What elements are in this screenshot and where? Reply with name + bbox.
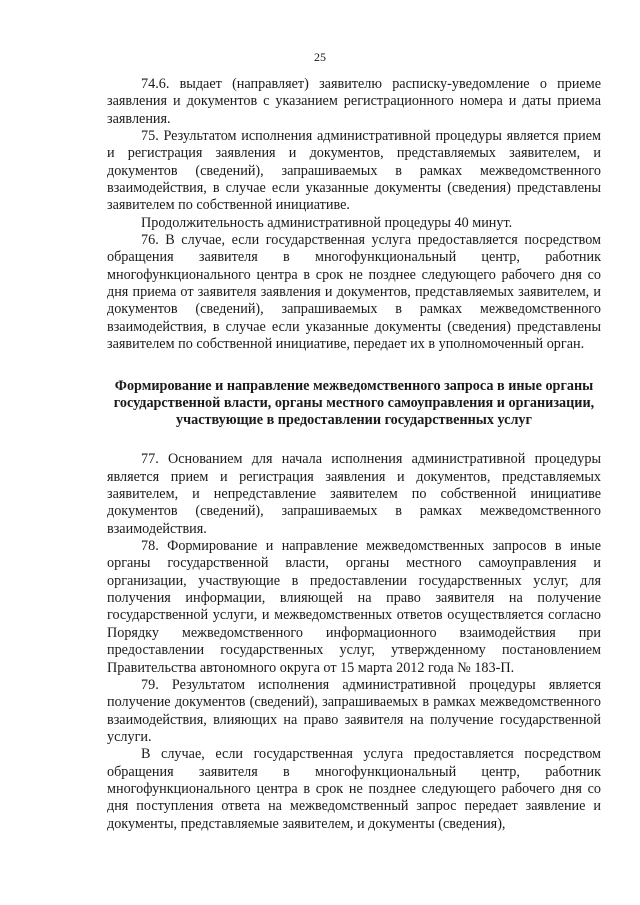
paragraph-mfc: В случае, если государственная услуга предоставляется посредством обращения заявителя в многофункциональный центр, работник многофункционального центра в срок не позднее следующего рабочего дня со дня поступления ответа на межведомственный запрос передает заявление и документы, представляемые заявителем, и документы (сведения),	[107, 746, 601, 832]
paragraph-duration: Продолжительность административной процедуры 40 минут.	[141, 214, 513, 231]
document-body	[107, 76, 601, 833]
paragraph-79: 79. Результатом исполнения административной процедуры является получение документов (сведений), запрашиваемых в рамках межведомственного взаимодействия, влияющих на право заявителя на получение государственной услуги.	[107, 676, 601, 745]
paragraph-75: 75. Результатом исполнения административной процедуры является прием и регистрация заявления и документов, представляемых заявителем, и документов (сведений), запрашиваемых в рамках межведомственного взаимодействия, в случае если указанные документы (сведения) представлены заявителем по собственной инициативе.	[107, 128, 601, 214]
paragraph-78: 78. Формирование и направление межведомственных запросов в иные органы государственной власти, органы местного самоуправления и организации, участвующие в предоставлении государственных услуг, для получения информации, влияющей на право заявителя на получение государственной услуги, и межведомственных ответов осуществляется согласно Порядку межведомственного информационного взаимодействия при предоставлении государственных услуг, утвержденному постановлением Правительства автономного округа от 15 марта 2012 года № 183-П.	[107, 538, 601, 676]
section-heading: Формирование и направление межведомственного запроса в иные органы государственной власти, органы местного самоуправления и организации, участвующие в предоставлении государственных услуг	[113, 377, 595, 429]
paragraph-74-6: 74.6. выдает (направляет) заявителю расписку-уведомление о приеме заявления и документов с указанием регистрационного номера и даты приема заявления.	[107, 76, 601, 127]
page-number: 25	[314, 50, 326, 64]
paragraph-76: 76. В случае, если государственная услуга предоставляется посредством обращения заявителя в многофункциональный центр, работник многофункционального центра в срок не позднее следующего рабочего дня со дня приема от заявителя заявления и документов, представляемых заявителем, и документов (сведений), запрашиваемых в рамках межведомственного взаимодействия, в случае если указанные документы (сведения) представлены заявителем по собственной инициативе, передает их в уполномоченный орган.	[107, 232, 601, 353]
paragraph-77: 77. Основанием для начала исполнения административной процедуры является прием и регистрация заявления и документов, представляемых заявителем, и непредставление заявителем по собственной инициативе документов (сведений), запрашиваемых в рамках межведомственного взаимодействия.	[107, 451, 601, 537]
